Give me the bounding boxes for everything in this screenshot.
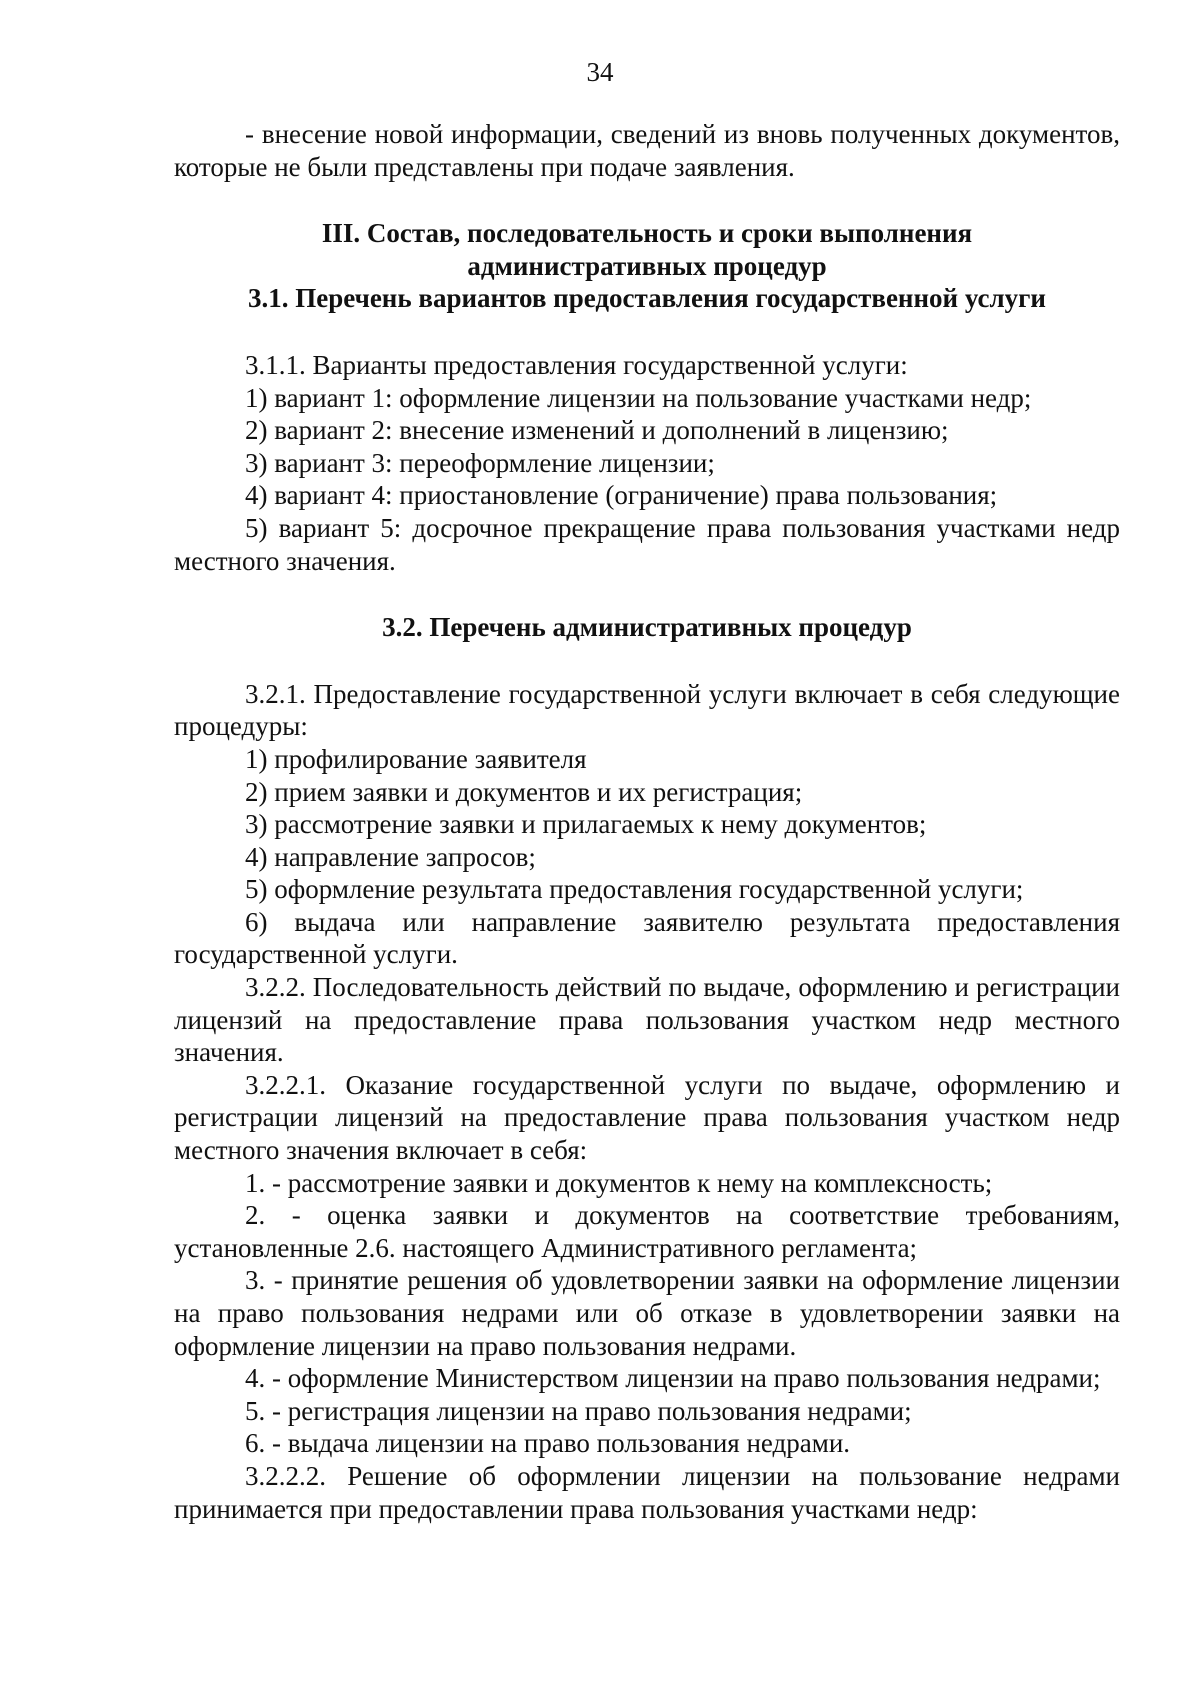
spacer: [174, 577, 1120, 611]
subsection-heading-3-2: 3.2. Перечень административных процедур: [382, 612, 912, 643]
list-item-procedure-3: 3) рассмотрение заявки и прилагаемых к нему документов;: [245, 809, 927, 840]
list-item-procedure-4: 4) направление запросов;: [245, 841, 536, 872]
list-item-step-4: 4. - оформление Министерством лицензии на право пользования недрами;: [245, 1363, 1101, 1394]
section-heading-3-line1: III. Состав, последовательность и сроки выполнения: [321, 218, 973, 249]
page-number: 34: [586, 57, 614, 87]
list-item-procedure-5: 5) оформление результата предоставления государственной услуги;: [245, 874, 1024, 905]
paragraph-3-1-1: 3.1.1. Варианты предоставления государственной услуги:: [245, 349, 908, 380]
list-item-variant-2: 2) вариант 2: внесение изменений и дополнений в лицензию;: [245, 415, 949, 446]
list-item-procedure-6: 6) выдача или направление заявителю результата предоставления государственной услуги.: [174, 906, 1120, 970]
section-heading-3-line2: административных процедур: [467, 250, 827, 281]
list-item-variant-5: 5) вариант 5: досрочное прекращение права пользования участками недр местного значения.: [174, 512, 1120, 576]
list-item-variant-1: 1) вариант 1: оформление лицензии на пользование участками недр;: [245, 382, 1032, 413]
subsection-heading-3-1: 3.1. Перечень вариантов предоставления государственной услуги: [248, 283, 1046, 314]
list-item-step-2: 2. - оценка заявки и документов на соответствие требованиям, установленные 2.6. настоящего Административного регламента;: [174, 1200, 1120, 1263]
paragraph-3-2-2-2: 3.2.2.2. Решение об оформлении лицензии на пользование недрами принимается при предоставлении права пользования участками недр:: [174, 1460, 1120, 1524]
paragraph-new-info: - внесение новой информации, сведений из вновь полученных документов, которые не были представлены при подаче заявления.: [174, 119, 1120, 182]
paragraph-3-2-2: 3.2.2. Последовательность действий по выдаче, оформлению и регистрации лицензий на предоставление права пользования участком недр местного значения.: [174, 972, 1120, 1068]
list-item-step-1: 1. - рассмотрение заявки и документов к нему на комплексность;: [245, 1167, 993, 1198]
list-item-step-5: 5. - регистрация лицензии на право пользования недрами;: [245, 1395, 912, 1426]
list-item-step-6: 6. - выдача лицензии на право пользования недрами.: [245, 1428, 851, 1459]
list-item-procedure-1: 1) профилирование заявителя: [245, 743, 587, 774]
paragraph-3-2-2-1: 3.2.2.1. Оказание государственной услуги по выдаче, оформлению и регистрации лицензий на предоставление права пользования участком недр местного значения включает в себя:: [174, 1069, 1120, 1166]
page-body: [174, 118, 1120, 1525]
paragraph-3-2-1: 3.2.1. Предоставление государственной услуги включает в себя следующие процедуры:: [174, 678, 1120, 742]
spacer: [174, 315, 1120, 349]
spacer: [174, 644, 1120, 678]
spacer: [174, 183, 1120, 217]
list-item-variant-3: 3) вариант 3: переоформление лицензии;: [245, 447, 715, 478]
list-item-variant-4: 4) вариант 4: приостановление (ограничение) права пользования;: [245, 480, 998, 511]
list-item-procedure-2: 2) прием заявки и документов и их регистрация;: [245, 776, 803, 807]
list-item-step-3: 3. - принятие решения об удовлетворении заявки на оформление лицензии на право пользования недрами или об отказе в удовлетворении заявки на оформление лицензии на право пользования недрами.: [174, 1265, 1120, 1361]
